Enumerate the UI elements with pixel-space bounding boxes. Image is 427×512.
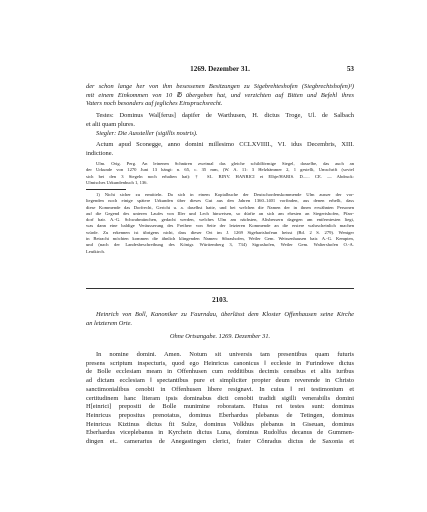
text-line: sich bei den 3 Siegeln noch erhalten hat): † SI.. BINV. HANRICI et Elhje/HARIS. D...... CE. — Abdruck: [86, 173, 354, 179]
text-line: der Urkunde von 1270 Juni 13 hängt: n. 65, c. 35 mm, (W. A. 11: 3 Helzhämmer 2, 1 gestellt, Umschrift (soviel [86, 167, 354, 173]
text-line: auf die Gegend des unteren Laufes von Iller und Lech hinweisen, so dürfte an sich am ehesten an Siegertshofen, Pfarr- [86, 210, 354, 216]
section-divider [86, 288, 354, 289]
text-line: de Bolle ecclesiam meam in Offenhusen cum redditibus decimis censibus et aliis iuribus [86, 368, 354, 376]
intro-italic-paragraph [86, 83, 354, 109]
text-line: certitudinem hanc literam ipsis dominabus dicti cenobii tradidi sigilli venerabilis domini [86, 394, 354, 402]
text-line: und (nach der Landesbeschreibung des Königr. Württemberg 3, 734) Sigrashofen, Weiler Gem. Waltershofen O.-A. [86, 242, 354, 248]
running-header [86, 65, 354, 77]
text-line: In nomine domini. Amen. Notum sit universis tam presentibus quam futuris [96, 351, 354, 358]
source-note [86, 161, 354, 186]
text-line: Heinrich von Boll, Kanoniker zu Faurndau, überlässt dem Kloster Offenhausen seine Kirche [96, 311, 354, 318]
text-line: in Betracht möchten kommen die ähnlich klingenden Namen: Sibrashofen, Weiler Gem. Weissenhausen bair. A.-G. Kempten, [86, 236, 354, 242]
text-line: Leutkirch. [86, 248, 106, 254]
text-line: sanctimonialibus cenobii in Offenhusen libere resignavi. In cuius ‖ rei testimonium et [86, 385, 354, 393]
main-text [86, 351, 354, 447]
footnote-rule [86, 189, 126, 190]
footnote [86, 192, 354, 255]
document-number: 2103. [212, 296, 228, 304]
text-line: Eberhardus viceplebanus in Kyrchein dictus Luna, dominus Rudolfus decanus de Gummen- [86, 429, 354, 437]
running-header-date: 1269. Dezember 31. [190, 65, 250, 73]
text-line: Actum apud Sconegge, anno domini millesimo CCLXVIIII., VI. idus Decembris, XIII. [96, 141, 354, 148]
text-line: 1) Nicht sicher zu ermitteln. Da sich in einem Kopialbuche der Deutschordenskommende Ulm ausser der vor- [96, 192, 354, 197]
text-line: dingen et.. camerarius de Anegastingen clerici, frater Cŏnradus dictus de Saxonia et [86, 438, 354, 446]
text-line: Siegler: Die Aussteller (sigillis nostris). [96, 130, 198, 137]
text-line: was dann eine baldige Veräusserung des Freiherr von Seite der letzteren Kommende an die erstere wahrscheinlich machen [86, 223, 354, 229]
text-line: dorf bair. A.-G. Schwabmünchen, gedacht werden, welches Ulm am nächsten, Altsbessern dagegen am entferntesten liegt, [86, 217, 354, 223]
text-line: der schon lange her von ihm besessenen Besitzungen zu Sigebrehteshofen (Siegbrechtshofen)¹) [86, 83, 354, 90]
text-line: presens scriptum inspecturis, quod ego Heinricus canonicus ‖ ecclesie in Furindowe dictus [86, 359, 354, 367]
actum-paragraph [86, 141, 354, 158]
text-line: ad dictam ecclesiam ‖ spectantibus pure et simpliciter propter deum reverende in Christo [86, 377, 354, 385]
text-line: mit einem Einkommen von 10 ℔ übergeben hat, und verzichten auf Bitten und Befehl ihres [86, 91, 354, 99]
text-line: Ulm. Orig. Perg. An leinenen Schnüren zweimal das gleiche schildförmige Siegel, dasselbe, das auch an [96, 161, 354, 166]
text-line: et alii quam plures. [86, 120, 135, 128]
text-line: an letzterem Orte. [86, 319, 133, 327]
page-number: 53 [346, 65, 354, 73]
text-line: Heinricus Kiztinus dictus fit Sulze, dominus Volkhus plebanus in Giseuan, dominus [86, 420, 354, 428]
text-line: Vaters noch besonders auf jegliches Einspruchsrecht. [86, 100, 223, 108]
regest-paragraph [86, 311, 354, 328]
text-line: indictione. [86, 149, 114, 157]
text-line: Ulmisches Urkundenbuch 1, 136. [86, 179, 148, 185]
testes-paragraph [86, 112, 354, 129]
text-line: H[einrici] prepositi de Bolle munimine roboratam. Huius rei testes sunt: dominus [86, 403, 354, 411]
text-line: diese Kommende das Dorfrecht, Gericht u. a. daselbst hatte, und bei welchen die Namen der in ihnen erwähnten Personen [86, 204, 354, 210]
text-line: liegenden noch einige spätere Urkunden über dieses Gut aus den Jahren 1360–1401 vorfinden, aus denen erhellt, dass [86, 198, 354, 204]
date-line: Ohne Ortsangabe. 1269. Dezember 31. [169, 333, 271, 340]
text-line: Testes: Dominus Wal[ferus] dapifer de Warthusen, H. dictus Troge, Ul. de Salbach [96, 112, 354, 119]
text-line: würde. Zu erkennen ist übrigens nicht, dass dieser Ort im J. 1269 Sigehartshofeun heisst (Bd. 2 S. 279). Weniger [86, 229, 354, 235]
siegler-line [86, 130, 354, 139]
text-line: Heinricus prepositus prenotatus, dominus Eberhardus plebanus de Tetingen, dominus [86, 411, 354, 419]
